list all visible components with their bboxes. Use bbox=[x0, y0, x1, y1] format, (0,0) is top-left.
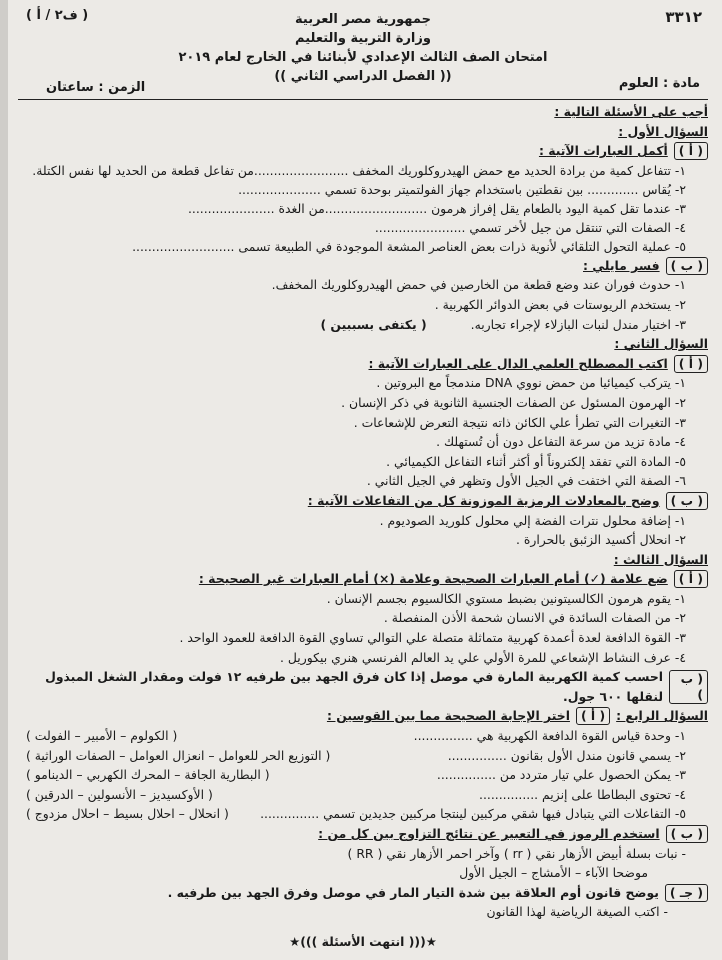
instruction: أجب على الأسئلة التالية : bbox=[554, 104, 708, 119]
q1-b-item bbox=[18, 315, 708, 335]
q3-a-heading bbox=[18, 569, 708, 589]
q1-a-item: ٤- الصفات التي تنتقل من جيل لأخر تسمي ....................... bbox=[374, 219, 686, 235]
q1-a-item: ٢- يُقاس ............. بين نقطتين باستخدام جهاز الفولتميتر بوحدة تسمي ..................... bbox=[238, 181, 686, 197]
q2-b-item: ١- إضافة محلول نترات الفضة إلي محلول كلوريد الصوديوم . bbox=[379, 512, 686, 528]
q1-b-label: ( ب ) bbox=[666, 257, 708, 275]
q4-title: السؤال الرابع : bbox=[616, 708, 708, 724]
q4-a-item bbox=[18, 726, 708, 746]
q3-title: السؤال الثالث : bbox=[613, 551, 708, 567]
q4-a-item-text: ٤- تحتوى البطاطا على إنزيم ............... bbox=[479, 786, 686, 802]
q2-a-item: ١- يتركب كيميائيا من حمض نووي DNA مندمجاً مع البروتين . bbox=[376, 375, 686, 391]
q2-b-label: ( ب ) bbox=[666, 492, 708, 510]
q2-a-item: ٦- الصفة التي اختفت في الجيل الأول وتظهر في الجيل الثاني . bbox=[366, 473, 686, 489]
q1-b-heading bbox=[18, 256, 708, 276]
q1-a-heading bbox=[18, 141, 708, 161]
header-center bbox=[18, 10, 708, 86]
q1-a-item: ٥- عملية التحول التلقائي لأنوية ذرات بعض العناصر المشعة الموجودة في الطبيعة تسمى .......................... bbox=[132, 238, 686, 254]
q4-b-line: - نبات بسلة أبيض الأزهار نقي ( rr ) وآخر احمر الأزهار نقي ( RR ) bbox=[347, 845, 686, 861]
q4-a-item-options: ( البطارية الجافة – المحرك الكهربي – الدينامو ) bbox=[26, 767, 270, 783]
q4-a-item bbox=[18, 785, 708, 805]
q2-b-item: ٢- انحلال أكسيد الزئبق بالحرارة . bbox=[515, 532, 686, 548]
q4-a-item bbox=[18, 804, 708, 824]
q2-b-heading bbox=[18, 491, 708, 511]
q1-title: السؤال الأول : bbox=[618, 123, 708, 139]
q4-a-title: اختر الإجابة الصحيحة مما بين القوسين : bbox=[326, 708, 570, 724]
q4-heading bbox=[18, 706, 708, 726]
q4-a-item-text: ٢- يسمي قانون مندل الأول بقانون ............... bbox=[447, 747, 686, 763]
q4-a-item-text: ٣- يمكن الحصول علي تيار متردد من ............... bbox=[436, 767, 686, 783]
header-divider bbox=[18, 99, 708, 100]
q2-a-label: ( أ ) bbox=[674, 355, 708, 373]
q2-a-item: ٢- الهرمون المسئول عن الصفات الجنسية الثانوية في ذكر الإنسان . bbox=[341, 394, 686, 410]
country-name: جمهورية مصر العربية bbox=[295, 12, 431, 27]
q2-title: السؤال الثاني : bbox=[614, 336, 708, 352]
exam-title: امتحان الصف الثالث الإعدادي لأبنائنا في الخارج لعام ٢٠١٩ bbox=[178, 50, 548, 65]
q2-a-item: ٣- التغيرات التي تطرأ علي الكائن ذاته نتيجة التعرض للإشعاعات . bbox=[353, 414, 686, 430]
q4-c-label: ( جـ ) bbox=[665, 884, 708, 902]
q1-b-item: ١- حدوث فوران عند وضع قطعة من الخارصين في حمض الهيدروكلوريك المخفف. bbox=[271, 277, 686, 293]
q2-a-title: اكتب المصطلح العلمي الدال على العبارات الآتية : bbox=[368, 355, 668, 371]
exam-time: الزمن : ساعتان bbox=[46, 80, 146, 95]
q1-b-note: ( يكتفى بسببين ) bbox=[320, 316, 427, 332]
exam-subject: مادة : العلوم bbox=[618, 76, 700, 91]
q1-a-item: ٣- عندما تقل كمية اليود بالطعام يقل إفراز هرمون ..........................من الغدة ...................... bbox=[187, 200, 686, 216]
q4-a-item-text: ٥- التفاعلات التي يتبادل فيها شقي مركبين لينتجا مركبين جديدين تسمي ............... bbox=[260, 806, 686, 822]
q4-b-title: استخدم الرموز في التعبير عن نتائج التزاوج بين كل من : bbox=[318, 826, 660, 841]
q2-a-heading bbox=[18, 354, 708, 374]
q4-a-item bbox=[18, 765, 708, 785]
q1-a-title: أكمل العبارات الآتية : bbox=[538, 143, 668, 159]
exam-code: ٣٣١٢ bbox=[665, 8, 702, 26]
q4-c-text: يوضح قانون أوم العلاقة بين شدة التيار المار في موصل وفرق الجهد بين طرفيه . bbox=[167, 884, 659, 900]
q2-a-item: ٤- مادة تزيد من سرعة التفاعل دون أن تُستهلك . bbox=[436, 434, 686, 450]
q4-a-item bbox=[18, 746, 708, 766]
q4-c-line: - اكتب الصيغة الرياضية لهذا القانون bbox=[486, 904, 668, 920]
q3-a-label: ( أ ) bbox=[674, 570, 708, 588]
q4-b-label: ( ب ) bbox=[666, 825, 708, 843]
q3-a-item: ٢- من الصفات السائدة في الانسان شحمة الأذن المنفصلة . bbox=[383, 610, 686, 626]
q3-a-title: ضع علامة (✓) أمام العبارات الصحيحة وعلامة (×) أمام العبارات غير الصحيحة : bbox=[198, 571, 668, 587]
q4-b-heading bbox=[18, 824, 708, 844]
exam-term: (( الفصل الدراسي الثاني )) bbox=[274, 69, 452, 84]
q1-a-label: ( أ ) bbox=[674, 142, 708, 160]
q1-b-item: ٢- يستخدم الريوستات في بعض الدوائر الكهربية . bbox=[434, 296, 686, 312]
exam-model: ( ف٢ / أ ) bbox=[26, 8, 89, 23]
q1-a-item: ١- تتفاعل كمية من برادة الحديد مع حمض الهيدروكلوريك المخفف ........................من تفاعل قطعة من الحديد لها نفس الكتلة. bbox=[32, 162, 686, 178]
q4-a-label: ( أ ) bbox=[576, 707, 610, 725]
q1-b-item-text: ٣- اختيار مندل لنبات البازلاء لإجراء تجاربه. bbox=[470, 316, 686, 332]
q4-c-heading bbox=[18, 883, 708, 903]
q2-b-title: وضح بالمعادلات الرمزية الموزونة كل من التفاعلات الآتية : bbox=[307, 492, 660, 508]
exam-footer: ★((( انتهت الأسئلة )))★ bbox=[289, 933, 437, 949]
q3-a-item: ١- يقوم هرمون الكالسيتونين بضبط مستوي الكالسيوم بجسم الإنسان . bbox=[326, 590, 686, 606]
q4-a-item-options: ( التوزيع الحر للعوامل – انعزال العوامل – الصفات الوراثية ) bbox=[26, 747, 331, 763]
q1-b-title: فسر مايلي : bbox=[583, 257, 660, 273]
exam-header bbox=[18, 4, 708, 102]
q2-a-item: ٥- المادة التي تفقد إلكتروناً أو أكثر أثناء التفاعل الكيميائي . bbox=[386, 453, 686, 469]
q4-b-line: موضحا الآباء – الأمشاج – الجيل الأول bbox=[459, 865, 648, 881]
q3-a-item: ٤- عرف النشاط الإشعاعي للمرة الأولي علي يد العالم الفرنسي هنري بيكوريل . bbox=[280, 649, 686, 665]
exam-sheet bbox=[8, 0, 722, 960]
q3-b-text: احسب كمية الكهربية المارة في موصل إذا كان فرق الجهد بين طرفيه ١٢ فولت ومقدار الشغل المبذول لنقلها ٦٠٠ جول. bbox=[45, 669, 664, 704]
ministry-name: وزارة التربية والتعليم bbox=[295, 31, 431, 46]
q4-a-item-options: ( الكولوم – الأمبير – الفولت ) bbox=[26, 728, 178, 744]
q3-b-heading bbox=[18, 667, 708, 706]
q4-a-item-options: ( الأوكسيديز – الأنسولين – الدرقين ) bbox=[26, 786, 213, 802]
q3-a-item: ٣- القوة الدافعة لعدة أعمدة كهربية متماثلة متصلة علي التوالي تساوي القوة الدافعة للعمود الواحد . bbox=[179, 630, 686, 646]
q3-b-label: ( ب ) bbox=[669, 670, 708, 704]
q4-a-item-options: ( انحلال – احلال بسيط – احلال مزدوج ) bbox=[26, 806, 229, 822]
q4-a-item-text: ١- وحدة قياس القوة الدافعة الكهربية هي ............... bbox=[413, 728, 686, 744]
